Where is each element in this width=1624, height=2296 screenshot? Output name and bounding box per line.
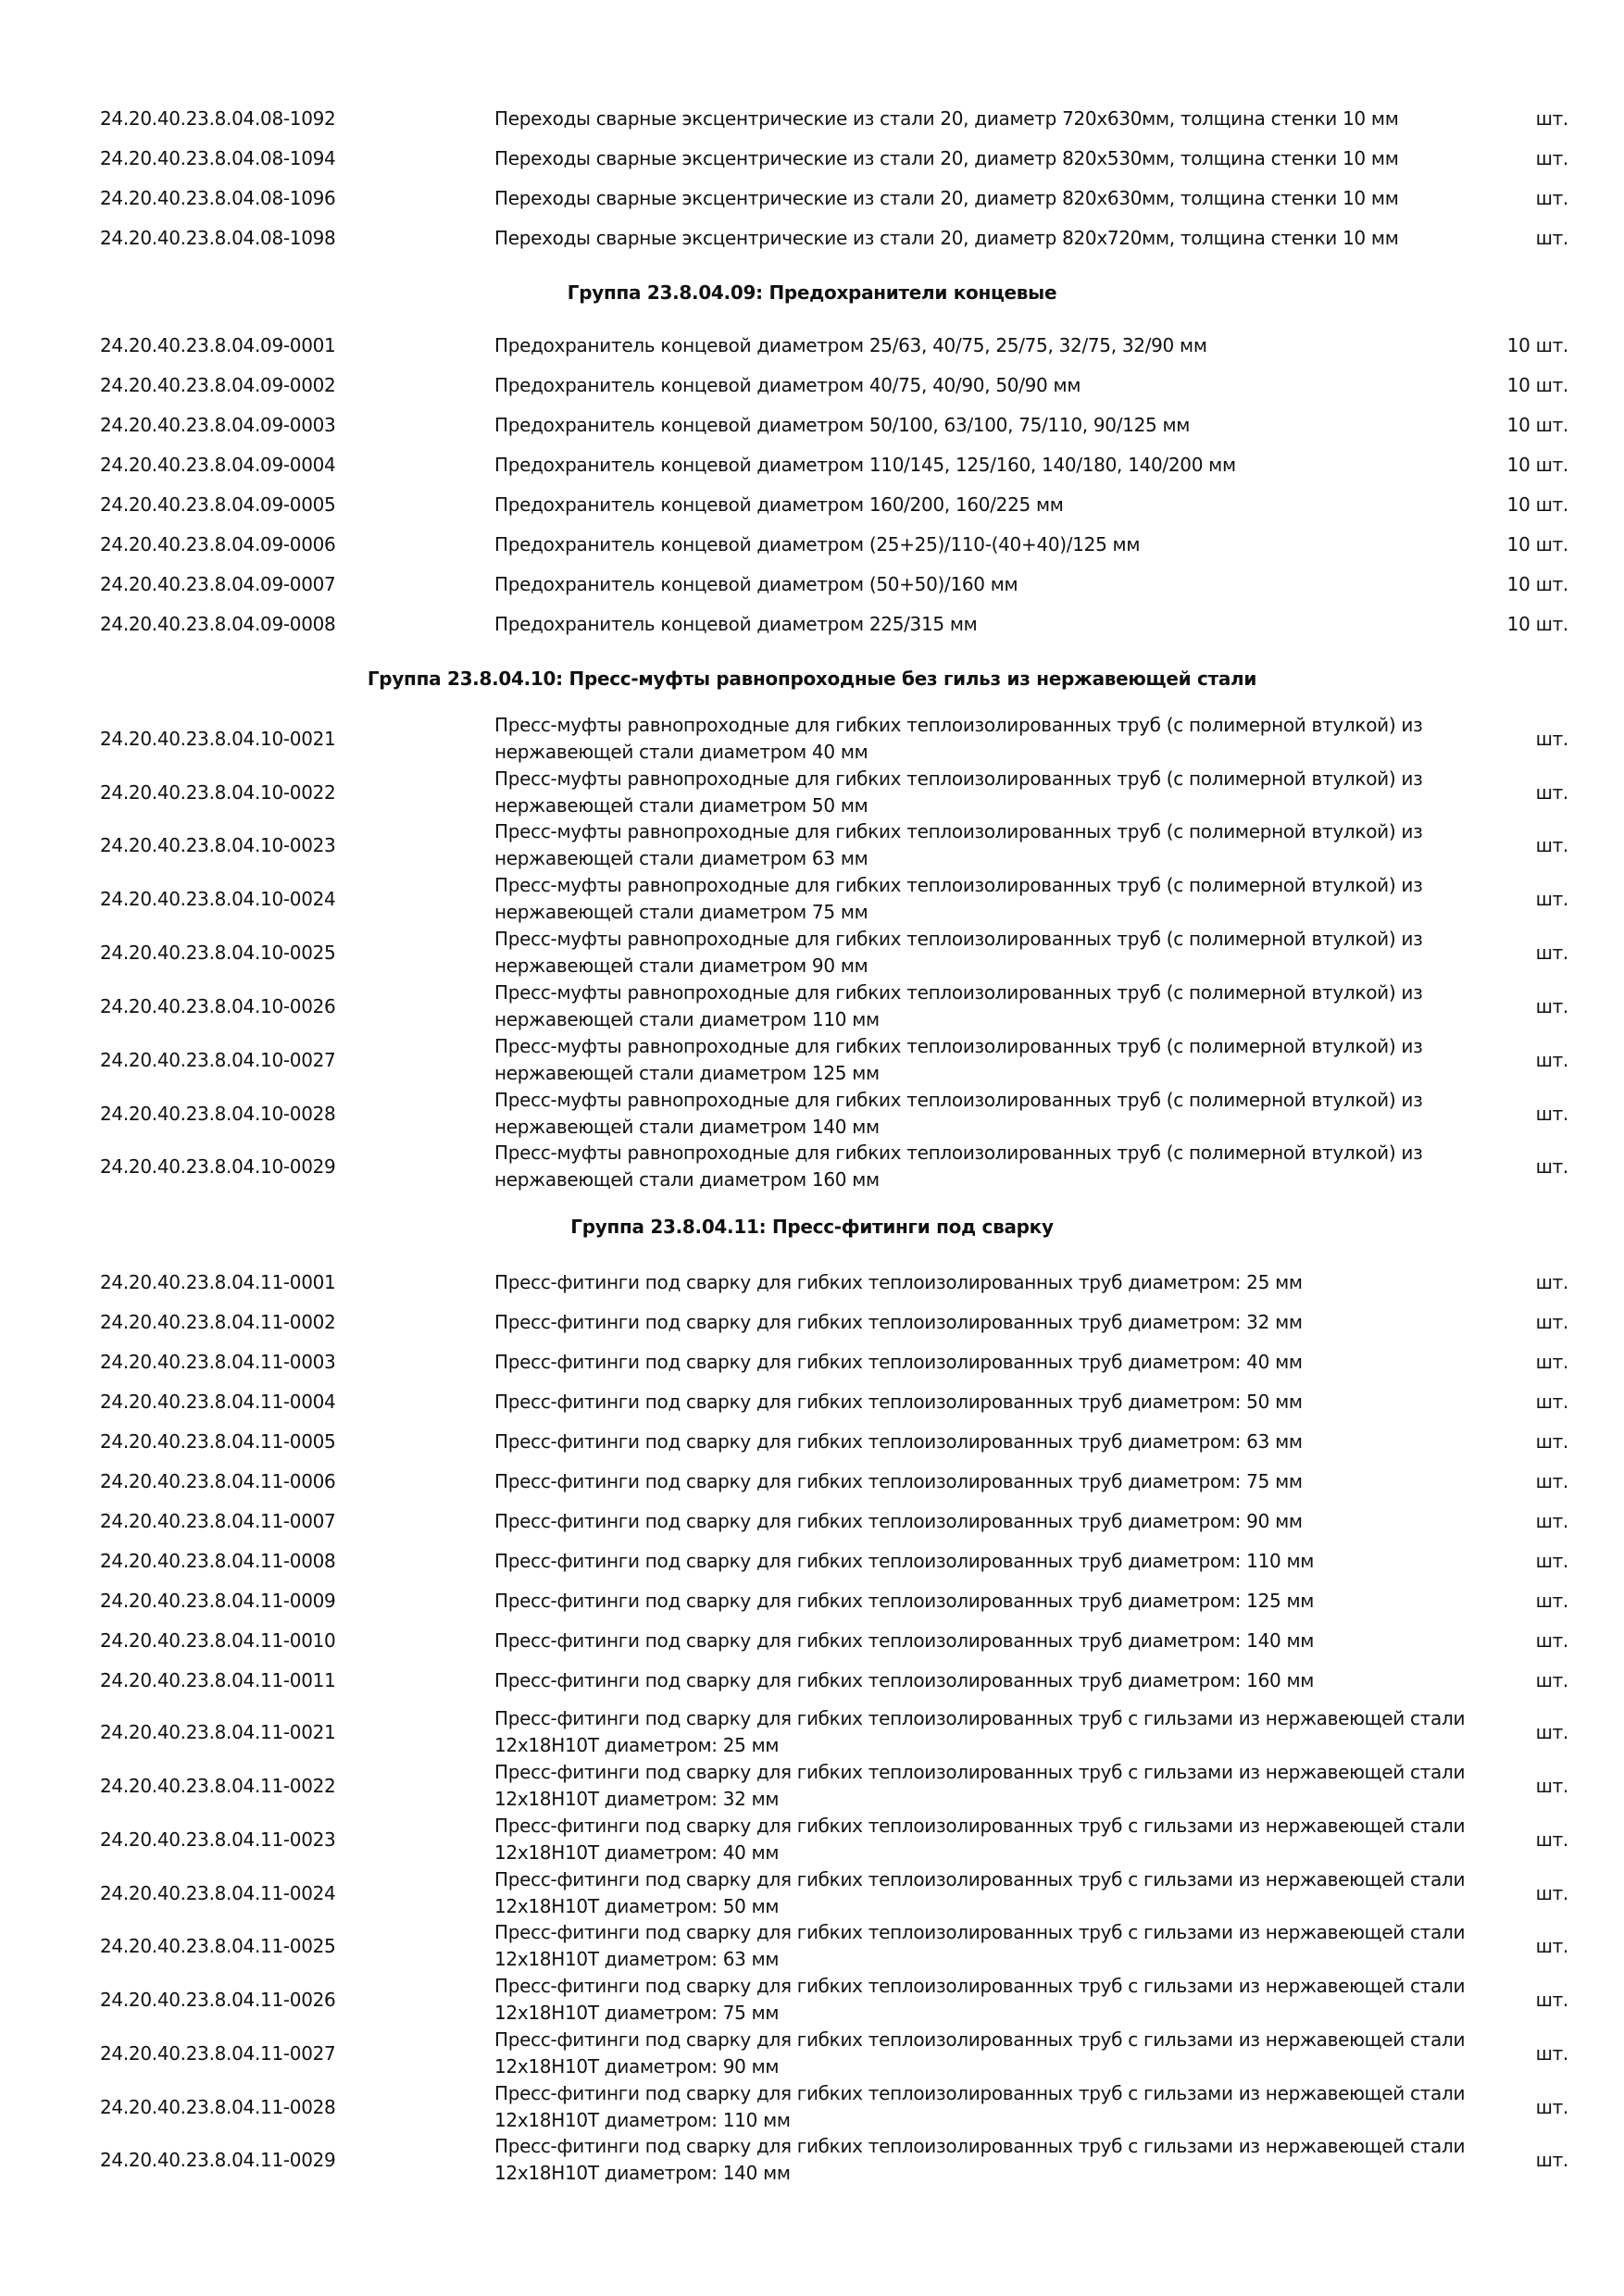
item-description [494,1308,1439,1336]
item-description [494,712,1439,766]
item-unit: шт. [1535,1828,1568,1851]
item-description [494,926,1439,980]
item-code: 24.20.40.23.8.04.10-0024 [100,888,336,910]
description-line: Пресс-фитинги под сварку для гибких теплоизолированных труб диаметром: 140 мм [494,1629,1315,1652]
item-description [494,1866,1466,1920]
table-row [0,105,1624,132]
description-line: Предохранитель концевой диаметром 160/200, 160/225 мм [494,493,1064,516]
item-code: 24.20.40.23.8.04.11-0029 [100,2149,336,2171]
description-line: Пресс-фитинги под сварку для гибких теплоизолированных труб диаметром: 160 мм [494,1669,1315,1691]
item-code: 24.20.40.23.8.04.09-0005 [100,493,336,516]
item-unit: шт. [1535,1775,1568,1797]
item-description [494,570,1439,598]
item-code: 24.20.40.23.8.04.11-0011 [100,1669,336,1691]
table-row [0,331,1624,359]
item-unit: шт. [1535,1989,1568,2011]
item-unit: шт. [1535,1155,1568,1178]
item-code: 24.20.40.23.8.04.09-0001 [100,334,336,356]
item-code: 24.20.40.23.8.04.10-0021 [100,728,336,750]
item-unit: шт. [1535,107,1568,130]
table-row [0,1308,1624,1336]
item-unit: шт. [1535,1271,1568,1293]
item-unit: шт. [1535,728,1568,750]
item-description [494,530,1439,558]
description-line: Пресс-фитинги под сварку для гибких теплоизолированных труб с гильзами из нержавеющей стали [494,2028,1466,2051]
description-line: Пресс-фитинги под сварку для гибких теплоизолированных труб диаметром: 90 мм [494,1510,1303,1532]
item-code: 24.20.40.23.8.04.11-0003 [100,1351,336,1373]
table-row [0,1428,1624,1455]
description-line: 12х18Н10Т диаметром: 110 мм [494,2109,791,2131]
item-code: 24.20.40.23.8.04.11-0006 [100,1470,336,1492]
description-line: Пресс-фитинги под сварку для гибких теплоизолированных труб с гильзами из нержавеющей стали [494,1707,1466,1729]
table-row [0,1547,1624,1575]
item-unit: шт. [1535,942,1568,964]
item-unit: 10 шт. [1506,454,1568,476]
description-line: Предохранитель концевой диаметром 25/63, 40/75, 25/75, 32/75, 32/90 мм [494,334,1207,356]
table-row [0,1507,1624,1535]
item-description [494,2027,1466,2080]
description-line: Пресс-муфты равнопроходные для гибких теплоизолированных труб (с полимерной втулкой) из [494,981,1423,1004]
table-row [0,1759,1624,1813]
description-line: Пресс-фитинги под сварку для гибких теплоизолированных труб диаметром: 63 мм [494,1430,1303,1453]
table-row [0,411,1624,439]
item-unit: шт. [1535,834,1568,856]
table-row [0,1973,1624,2027]
item-code: 24.20.40.23.8.04.11-0004 [100,1391,336,1413]
description-line: Пресс-фитинги под сварку для гибких теплоизолированных труб диаметром: 125 мм [494,1590,1315,1612]
item-code: 24.20.40.23.8.04.11-0002 [100,1311,336,1333]
item-unit: шт. [1535,1669,1568,1691]
description-line: Пресс-фитинги под сварку для гибких теплоизолированных труб диаметром: 25 мм [494,1271,1303,1293]
item-description [494,1919,1466,1973]
description-line: Пресс-муфты равнопроходные для гибких теплоизолированных труб (с полимерной втулкой) из [494,1089,1423,1111]
item-code: 24.20.40.23.8.04.11-0027 [100,2042,336,2065]
description-line: нержавеющей стали диаметром 50 мм [494,794,868,817]
item-unit: шт. [1535,1049,1568,1071]
item-description [494,1507,1439,1535]
table-row [0,491,1624,518]
table-row [0,570,1624,598]
item-description [494,1705,1466,1759]
description-line: Пресс-муфты равнопроходные для гибких теплоизолированных труб (с полимерной втулкой) из [494,1035,1423,1057]
description-line: 12х18Н10Т диаметром: 32 мм [494,1788,780,1810]
item-code: 24.20.40.23.8.04.11-0022 [100,1775,336,1797]
item-code: 24.20.40.23.8.04.10-0023 [100,834,336,856]
item-description [494,818,1439,872]
item-unit: шт. [1535,1629,1568,1652]
item-code: 24.20.40.23.8.04.09-0004 [100,454,336,476]
item-unit: шт. [1535,2042,1568,2065]
item-unit: шт. [1535,1721,1568,1743]
description-line: нержавеющей стали диаметром 90 мм [494,955,868,977]
description-line: Пресс-фитинги под сварку для гибких теплоизолированных труб с гильзами из нержавеющей стали [494,1761,1466,1783]
description-line: нержавеющей стали диаметром 140 мм [494,1116,880,1138]
item-unit: 10 шт. [1506,613,1568,635]
item-unit: шт. [1535,1430,1568,1453]
item-description [494,1973,1466,2027]
group-heading: Группа 23.8.04.10: Пресс-муфты равнопроходные без гильз из нержавеющей стали [367,668,1257,690]
item-description [494,2080,1466,2134]
description-line: нержавеющей стали диаметром 160 мм [494,1168,880,1191]
item-code: 24.20.40.23.8.04.09-0006 [100,533,336,555]
item-unit: шт. [1535,1935,1568,1957]
item-code: 24.20.40.23.8.04.10-0028 [100,1103,336,1125]
item-unit: шт. [1535,147,1568,169]
description-line: Пресс-фитинги под сварку для гибких теплоизолированных труб с гильзами из нержавеющей стали [494,2135,1466,2157]
item-unit: 10 шт. [1506,334,1568,356]
table-row [0,2080,1624,2134]
item-description [494,1428,1439,1455]
table-row [0,1813,1624,1866]
description-line: нержавеющей стали диаметром 125 мм [494,1062,880,1084]
description-line: 12х18Н10Т диаметром: 90 мм [494,2055,780,2078]
table-row [0,224,1624,252]
item-code: 24.20.40.23.8.04.10-0022 [100,781,336,804]
description-line: Пресс-фитинги под сварку для гибких теплоизолированных труб диаметром: 32 мм [494,1311,1303,1333]
group-heading: Группа 23.8.04.11: Пресс-фитинги под сварку [570,1216,1054,1238]
item-description [494,491,1439,518]
item-description [494,610,1439,638]
item-unit: 10 шт. [1506,533,1568,555]
description-line: 12х18Н10Т диаметром: 75 мм [494,2002,780,2024]
item-description [494,411,1439,439]
item-unit: шт. [1535,1510,1568,1532]
description-line: Пресс-муфты равнопроходные для гибких теплоизолированных труб (с полимерной втулкой) из [494,928,1423,950]
item-description [494,224,1439,252]
table-row [0,1705,1624,1759]
item-description [494,872,1439,926]
item-description [494,1348,1439,1376]
item-unit: шт. [1535,187,1568,209]
item-description [494,144,1439,172]
description-line: Предохранитель концевой диаметром (25+25)/110-(40+40)/125 мм [494,533,1141,555]
description-line: Переходы сварные эксцентрические из стали 20, диаметр 820х720мм, толщина стенки 10 мм [494,227,1399,249]
description-line: Пресс-фитинги под сварку для гибких теплоизолированных труб с гильзами из нержавеющей стали [494,1868,1466,1890]
item-description [494,184,1439,212]
item-code: 24.20.40.23.8.04.11-0007 [100,1510,336,1532]
item-unit: шт. [1535,888,1568,910]
item-code: 24.20.40.23.8.04.09-0008 [100,613,336,635]
description-line: нержавеющей стали диаметром 110 мм [494,1008,880,1030]
item-unit: шт. [1535,1391,1568,1413]
description-line: Пресс-фитинги под сварку для гибких теплоизолированных труб диаметром: 110 мм [494,1550,1315,1572]
item-code: 24.20.40.23.8.04.11-0025 [100,1935,336,1957]
item-code: 24.20.40.23.8.04.10-0027 [100,1049,336,1071]
item-code: 24.20.40.23.8.04.08-1096 [100,187,336,209]
description-line: Предохранитель концевой диаметром 110/145, 125/160, 140/180, 140/200 мм [494,454,1236,476]
description-line: Предохранитель концевой диаметром 50/100, 63/100, 75/110, 90/125 мм [494,414,1191,436]
item-description [494,331,1439,359]
item-description [494,1813,1466,1866]
description-line: нержавеющей стали диаметром 63 мм [494,847,868,869]
description-line: Пресс-муфты равнопроходные для гибких теплоизолированных труб (с полимерной втулкой) из [494,714,1423,736]
table-row [0,610,1624,638]
description-line: нержавеющей стали диаметром 75 мм [494,901,868,923]
description-line: Пресс-фитинги под сварку для гибких теплоизолированных труб с гильзами из нержавеющей стали [494,2082,1466,2104]
description-line: 12х18Н10Т диаметром: 40 мм [494,1841,780,1864]
item-description [494,1759,1466,1813]
table-row [0,1866,1624,1920]
item-description [494,1587,1439,1615]
item-code: 24.20.40.23.8.04.11-0021 [100,1721,336,1743]
item-code: 24.20.40.23.8.04.11-0008 [100,1550,336,1572]
description-line: 12х18Н10Т диаметром: 140 мм [494,2162,791,2184]
item-description [494,1627,1439,1654]
table-row [0,1140,1624,1193]
table-row [0,1033,1624,1087]
description-line: нержавеющей стали диаметром 40 мм [494,741,868,763]
item-code: 24.20.40.23.8.04.08-1094 [100,147,336,169]
item-code: 24.20.40.23.8.04.11-0005 [100,1430,336,1453]
table-row [0,2133,1624,2187]
table-row [0,1627,1624,1654]
item-code: 24.20.40.23.8.04.11-0024 [100,1882,336,1904]
item-unit: шт. [1535,1550,1568,1572]
item-description [494,1140,1439,1193]
item-unit: шт. [1535,1590,1568,1612]
description-line: Пресс-фитинги под сварку для гибких теплоизолированных труб с гильзами из нержавеющей стали [494,1975,1466,1997]
item-unit: шт. [1535,1103,1568,1125]
item-code: 24.20.40.23.8.04.09-0002 [100,374,336,396]
description-line: Пресс-муфты равнопроходные для гибких теплоизолированных труб (с полимерной втулкой) из [494,874,1423,896]
item-code: 24.20.40.23.8.04.11-0028 [100,2096,336,2118]
description-line: Пресс-фитинги под сварку для гибких теплоизолированных труб диаметром: 50 мм [494,1391,1303,1413]
item-description [494,371,1439,399]
description-line: 12х18Н10Т диаметром: 63 мм [494,1948,780,1970]
item-description [494,766,1439,819]
item-description [494,1087,1439,1141]
table-row [0,371,1624,399]
group-heading: Группа 23.8.04.09: Предохранители концевые [567,281,1057,304]
description-line: Пресс-фитинги под сварку для гибких теплоизолированных труб диаметром: 75 мм [494,1470,1303,1492]
item-code: 24.20.40.23.8.04.11-0001 [100,1271,336,1293]
table-row [0,451,1624,479]
item-unit: шт. [1535,1882,1568,1904]
item-description [494,1268,1439,1296]
table-row [0,712,1624,766]
table-row [0,818,1624,872]
item-code: 24.20.40.23.8.04.10-0025 [100,942,336,964]
item-code: 24.20.40.23.8.04.11-0009 [100,1590,336,1612]
description-line: Переходы сварные эксцентрические из стали 20, диаметр 820х630мм, толщина стенки 10 мм [494,187,1399,209]
table-row [0,1467,1624,1495]
description-line: Предохранитель концевой диаметром 40/75, 40/90, 50/90 мм [494,374,1081,396]
item-description [494,451,1439,479]
item-unit: шт. [1535,2149,1568,2171]
item-unit: 10 шт. [1506,493,1568,516]
item-unit: шт. [1535,781,1568,804]
item-description [494,980,1439,1033]
table-row [0,1666,1624,1694]
table-row [0,1268,1624,1296]
table-row [0,1587,1624,1615]
item-code: 24.20.40.23.8.04.08-1092 [100,107,336,130]
table-row [0,1919,1624,1973]
item-unit: 10 шт. [1506,414,1568,436]
item-code: 24.20.40.23.8.04.08-1098 [100,227,336,249]
description-line: Пресс-фитинги под сварку для гибких теплоизолированных труб с гильзами из нержавеющей стали [494,1815,1466,1837]
description-line: Пресс-муфты равнопроходные для гибких теплоизолированных труб (с полимерной втулкой) из [494,820,1423,842]
item-description [494,1666,1439,1694]
table-row [0,980,1624,1033]
table-row [0,530,1624,558]
table-row [0,1388,1624,1416]
table-row [0,926,1624,980]
table-row [0,2027,1624,2080]
item-unit: 10 шт. [1506,374,1568,396]
item-unit: шт. [1535,995,1568,1017]
table-row [0,184,1624,212]
table-row [0,1348,1624,1376]
description-line: Пресс-муфты равнопроходные для гибких теплоизолированных труб (с полимерной втулкой) из [494,1142,1423,1164]
item-description [494,1547,1439,1575]
item-description [494,1467,1439,1495]
item-description [494,1033,1439,1087]
description-line: 12х18Н10Т диаметром: 50 мм [494,1895,780,1917]
description-line: Пресс-фитинги под сварку для гибких теплоизолированных труб диаметром: 40 мм [494,1351,1303,1373]
item-unit: шт. [1535,1351,1568,1373]
item-code: 24.20.40.23.8.04.10-0026 [100,995,336,1017]
description-line: Пресс-муфты равнопроходные для гибких теплоизолированных труб (с полимерной втулкой) из [494,767,1423,790]
item-code: 24.20.40.23.8.04.11-0010 [100,1629,336,1652]
item-description [494,2133,1466,2187]
item-description [494,105,1439,132]
description-line: Переходы сварные эксцентрические из стали 20, диаметр 820х530мм, толщина стенки 10 мм [494,147,1399,169]
description-line: Переходы сварные эксцентрические из стали 20, диаметр 720х630мм, толщина стенки 10 мм [494,107,1399,130]
description-line: Пресс-фитинги под сварку для гибких теплоизолированных труб с гильзами из нержавеющей стали [494,1921,1466,1943]
item-unit: шт. [1535,227,1568,249]
item-code: 24.20.40.23.8.04.10-0029 [100,1155,336,1178]
item-unit: шт. [1535,2096,1568,2118]
item-unit: 10 шт. [1506,573,1568,595]
item-code: 24.20.40.23.8.04.11-0026 [100,1989,336,2011]
item-unit: шт. [1535,1311,1568,1333]
item-code: 24.20.40.23.8.04.11-0023 [100,1828,336,1851]
table-row [0,1087,1624,1141]
item-code: 24.20.40.23.8.04.09-0007 [100,573,336,595]
description-line: 12х18Н10Т диаметром: 25 мм [494,1734,780,1756]
table-row [0,766,1624,819]
table-row [0,872,1624,926]
item-code: 24.20.40.23.8.04.09-0003 [100,414,336,436]
description-line: Предохранитель концевой диаметром (50+50)/160 мм [494,573,1018,595]
item-description [494,1388,1439,1416]
description-line: Предохранитель концевой диаметром 225/315 мм [494,613,978,635]
table-row [0,144,1624,172]
item-unit: шт. [1535,1470,1568,1492]
